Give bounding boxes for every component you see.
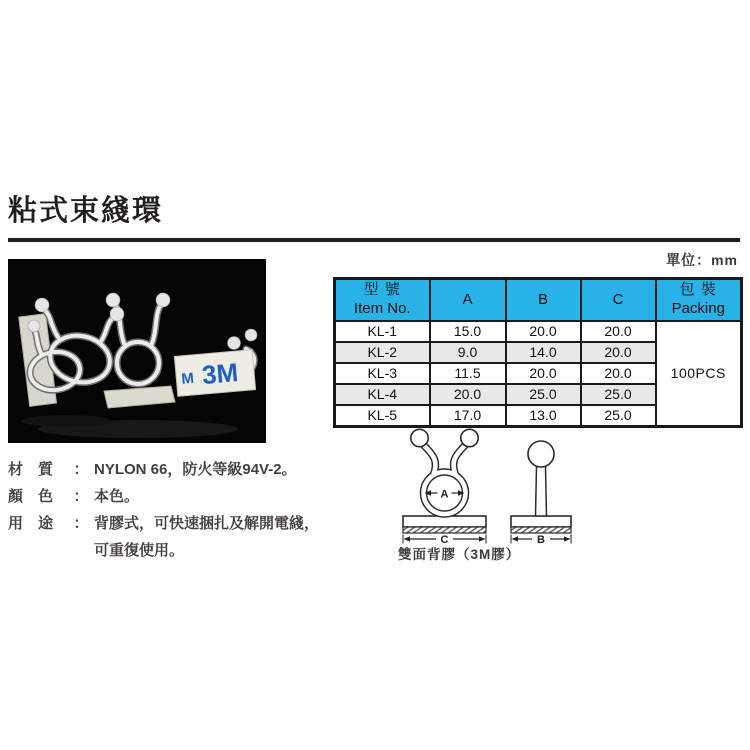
cell-item: KL-1 xyxy=(335,321,430,342)
cell-item: KL-3 xyxy=(335,363,430,384)
title-underline xyxy=(8,238,740,242)
diagram-caption: 雙面背膠（3M膠） xyxy=(398,547,521,562)
cell-item: KL-4 xyxy=(335,384,430,405)
spec-separator: ： xyxy=(73,488,89,505)
cell-a: 15.0 xyxy=(430,321,506,342)
cell-a: 20.0 xyxy=(430,384,506,405)
table-header-row xyxy=(335,279,742,322)
clip-ball-right xyxy=(461,429,478,446)
product-photo-illustration xyxy=(8,259,266,443)
dimension-c-label: C xyxy=(440,534,449,546)
header-col-a: A xyxy=(430,279,506,322)
spec-usage-label: 用 途 xyxy=(8,515,54,532)
cell-c: 20.0 xyxy=(581,363,656,384)
cell-a: 11.5 xyxy=(430,363,506,384)
spec-usage-line2 xyxy=(94,537,319,564)
floor-reflection-2 xyxy=(21,415,111,427)
clip-ball-left xyxy=(411,429,428,446)
cell-c: 25.0 xyxy=(581,405,656,427)
header-pack-en: Packing xyxy=(671,300,725,317)
spec-material-value: NYLON 66，防火等級94V-2。 xyxy=(94,461,297,478)
clip-stem xyxy=(536,467,547,517)
spec-material-label: 材 質 xyxy=(8,461,54,478)
side-view-diagram xyxy=(505,426,580,546)
front-view-diagram xyxy=(397,426,492,546)
cell-item: KL-5 xyxy=(335,405,430,427)
header-item-no xyxy=(335,279,430,322)
3m-brand-text: 3M xyxy=(200,357,240,391)
cell-item: KL-2 xyxy=(335,342,430,363)
header-col-b: B xyxy=(506,279,581,322)
dimension-a xyxy=(425,489,465,501)
spec-color-label: 顏 色 xyxy=(8,488,54,505)
dimension-a-label: A xyxy=(440,488,449,501)
dimension-b-label: B xyxy=(537,534,545,546)
cell-b: 13.0 xyxy=(506,405,581,427)
cell-c: 20.0 xyxy=(581,321,656,342)
cell-c: 20.0 xyxy=(581,342,656,363)
spec-usage-value-line2: 可重復使用。 xyxy=(94,542,185,559)
spec-usage xyxy=(8,510,319,537)
header-pack-zh: 包 裝 xyxy=(679,281,717,299)
spec-usage-value-line1: 背膠式，可快速捆扎及解開電綫， xyxy=(94,515,320,532)
cell-b: 25.0 xyxy=(506,384,581,405)
header-item-zh: 型 號 xyxy=(363,281,401,299)
clip-ball xyxy=(245,329,257,341)
spec-color xyxy=(8,483,319,510)
spec-separator: ： xyxy=(73,461,89,478)
header-col-c: C xyxy=(581,279,656,322)
adhesive-strip xyxy=(403,527,486,533)
spec-color-value: 本色。 xyxy=(94,488,140,505)
cell-packing: 100PCS xyxy=(656,321,742,427)
table-row-kl1 xyxy=(335,321,742,342)
unit-label: 單位：mm xyxy=(666,252,738,268)
dimension-table xyxy=(333,277,743,428)
adhesive-strip-side xyxy=(511,527,571,533)
clip-ball xyxy=(228,337,241,350)
cell-b: 20.0 xyxy=(506,321,581,342)
clip-ball-side xyxy=(528,441,554,467)
clip-base-side xyxy=(511,516,571,527)
cell-a: 9.0 xyxy=(430,342,506,363)
cell-a: 17.0 xyxy=(430,405,506,427)
header-packing xyxy=(656,279,742,322)
page-title: 粘式束綫環 xyxy=(8,195,164,227)
spec-separator: ： xyxy=(73,515,89,532)
cell-b: 20.0 xyxy=(506,363,581,384)
header-item-en: Item No. xyxy=(353,300,411,317)
cell-b: 14.0 xyxy=(506,342,581,363)
product-photo xyxy=(8,259,266,443)
spec-material xyxy=(8,456,319,483)
cell-c: 25.0 xyxy=(581,384,656,405)
spec-text-block xyxy=(8,456,319,564)
3m-partial-text: M xyxy=(180,369,195,388)
3m-adhesive-pad xyxy=(174,350,255,397)
